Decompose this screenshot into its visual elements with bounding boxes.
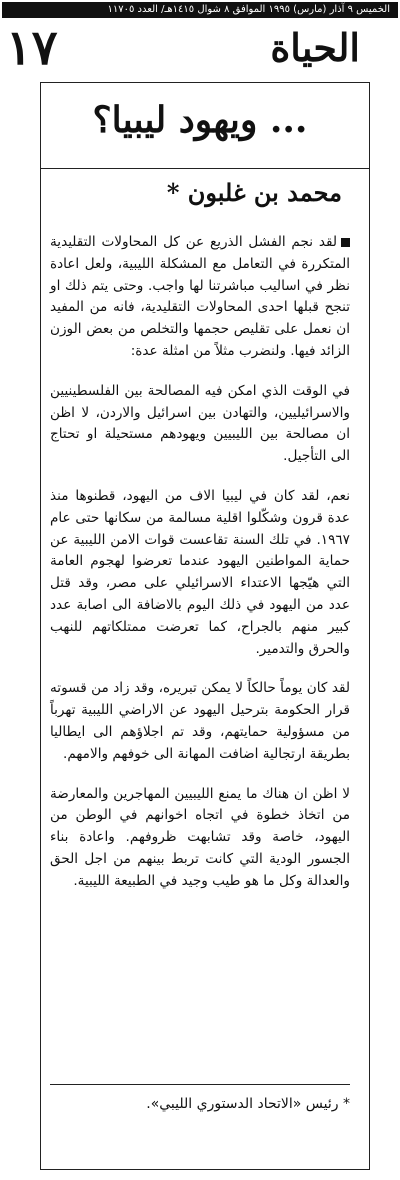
author-footnote: * رئيس «الاتحاد الدستوري الليبي». [146, 1096, 350, 1112]
page-number: ١٧ [6, 20, 58, 76]
dateline-bar: الخميس ٩ آذار (مارس) ١٩٩٥ الموافق ٨ شوال ١٤١٥هـ/ العدد ١١٧٠٥ [2, 2, 398, 18]
article-paragraph [50, 232, 350, 363]
article-paragraph: في الوقت الذي امكن فيه المصالحة بين الفلسطينيين والاسرائيليين، والتهادن بين اسرائيل والاردن، لا اظن ان مصالحة بين الليبيين ويهودهم مستحيلة او تحتاج الى التأجيل. [50, 382, 350, 465]
newspaper-masthead: الحياة [270, 25, 360, 70]
article-headline: ... ويهود ليبيا؟ [92, 99, 308, 141]
paragraph-marker-icon [341, 238, 350, 247]
article-paragraph: نعم، لقد كان في ليبيا الاف من اليهود، قطنوها منذ عدة قرون وشكّلوا اقلية مسالمة من سكانها حتى عام ١٩٦٧. في تلك السنة تقاعست قوات الامن الليبية عن حماية المواطنين اليهود عندما تعرضوا لهجوم العامة التي هيّجها الاعتداء الاسرائيلي على مصر، وقد قتل عدد من اليهود في ذلك اليوم بالاضافة الى اصابة عدد كبير منهم بالجراح، كما تعرضت ممتلكاتهم للنهب والحرق والتدمير. [50, 487, 350, 657]
headline-rule [40, 168, 370, 169]
paragraph-text: لقد نجم الفشل الذريع عن كل المحاولات التقليدية المتكررة في التعامل مع المشكلة الليبية، ولعل اعادة نظر في اساليب مباشرتنا لها واجب. وحتى يتم ذلك او تنجح قبلها احدى المحاولات التقليدية، فانه من المفيد ان نعمل على تقليص حجمها والتخلص من بعض الوزن الزائد فيها. ولنضرب مثلاً من امثلة عدة: [50, 234, 350, 359]
bottom-rule [40, 1169, 370, 1170]
article-body [50, 232, 350, 911]
top-rule [40, 82, 370, 83]
article-paragraph: لا اظن ان هناك ما يمنع الليبيين المهاجرين والمعارضة من اتخاذ خطوة في اتجاه اخوانهم في الوطن من اليهود، خاصة وقد تشابهت ظروفهم. واعادة بناء الجسور الودية التي كانت تربط بينهم من اجل الحق والعدالة وكل ما هو طيب وجيد في الطبيعة الليبية. [50, 785, 350, 889]
article-byline: محمد بن غلبون * [166, 178, 342, 207]
footnote-divider [50, 1084, 350, 1085]
article-paragraph: لقد كان يوماً حالكاً لا يمكن تبريره، وقد زاد من قسوته قرار الحكومة بترحيل اليهود عن الاراضي الليبية تهرباً من مسؤولية حمايتهم، وقد تم اجلاؤهم الى ايطاليا بطريقة ارتجالية اضافت المهانة الى خوفهم والامهم. [50, 680, 350, 762]
